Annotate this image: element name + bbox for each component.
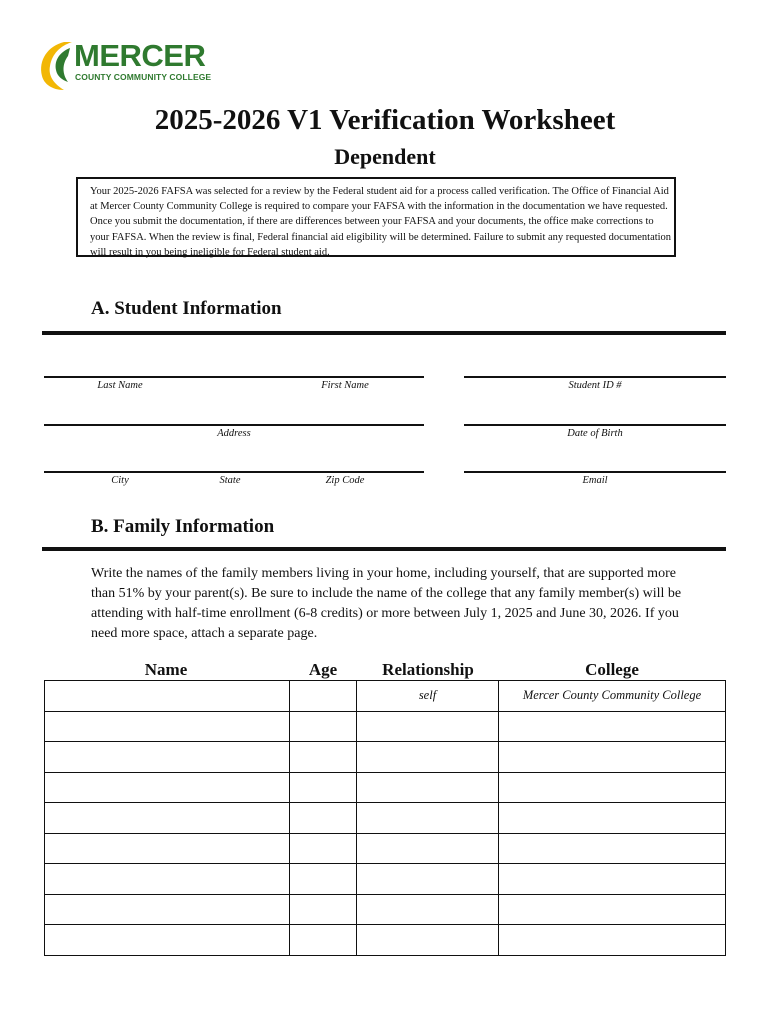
college-cell[interactable]: [499, 864, 726, 895]
mercer-swirl-icon: [34, 38, 78, 94]
page-title: 2025-2026 V1 Verification Worksheet: [154, 104, 616, 136]
column-header-name: Name: [144, 660, 188, 679]
section-a-heading: A. Student Information: [91, 298, 282, 319]
relationship-cell[interactable]: [357, 864, 499, 895]
age-cell[interactable]: [290, 742, 357, 773]
column-header-college: College: [585, 660, 639, 679]
logo-wordmark: MERCER: [74, 38, 206, 73]
age-cell[interactable]: [290, 711, 357, 742]
college-cell[interactable]: [499, 925, 726, 956]
college-cell[interactable]: Mercer County Community College: [499, 681, 726, 712]
age-cell[interactable]: [290, 803, 357, 834]
city-state-zip-line[interactable]: [44, 471, 424, 473]
table-row: [45, 742, 726, 773]
college-cell[interactable]: [499, 742, 726, 773]
table-row: [45, 864, 726, 895]
table-row: [45, 803, 726, 834]
table-row: [45, 711, 726, 742]
name-cell[interactable]: [45, 681, 290, 712]
dob-label: Date of Birth: [567, 428, 623, 439]
table-row: [45, 681, 726, 712]
family-table: [44, 680, 726, 956]
logo-subtitle: COUNTY COMMUNITY COLLEGE: [75, 72, 212, 82]
table-row: [45, 925, 726, 956]
name-line[interactable]: [44, 376, 424, 378]
age-cell[interactable]: [290, 833, 357, 864]
table-row: [45, 833, 726, 864]
name-cell[interactable]: [45, 833, 290, 864]
family-instructions: Write the names of the family members living in your home, including yourself, that are supported more than 51% by your parent(s). Be sure to include the name of the college that any family member(s) will be attending with half-time enrollment (6-8 credits) or more between July 1, 2025 and June 30, 2026. If you need more space, attach a separate page.: [91, 566, 682, 641]
relationship-cell[interactable]: [357, 894, 499, 925]
college-cell[interactable]: [499, 894, 726, 925]
dob-line[interactable]: [464, 424, 726, 426]
address-label: Address: [217, 428, 251, 439]
state-label: State: [219, 475, 241, 486]
student-id-line[interactable]: [464, 376, 726, 378]
age-cell[interactable]: [290, 925, 357, 956]
zip-label: Zip Code: [325, 475, 365, 486]
name-cell[interactable]: [45, 864, 290, 895]
table-row: [45, 772, 726, 803]
section-a-rule: [42, 331, 726, 335]
relationship-cell[interactable]: [357, 742, 499, 773]
name-cell[interactable]: [45, 894, 290, 925]
relationship-cell[interactable]: [357, 925, 499, 956]
college-cell[interactable]: [499, 833, 726, 864]
name-cell[interactable]: [45, 803, 290, 834]
column-header-relationship: Relationship: [382, 660, 474, 679]
city-label: City: [111, 475, 129, 486]
first-name-label: First Name: [321, 380, 369, 391]
section-b-rule: [42, 547, 726, 551]
age-cell[interactable]: [290, 681, 357, 712]
relationship-cell[interactable]: [357, 772, 499, 803]
college-logo: [34, 38, 214, 94]
name-cell[interactable]: [45, 742, 290, 773]
student-id-label: Student ID #: [568, 380, 622, 391]
relationship-cell[interactable]: [357, 711, 499, 742]
relationship-cell[interactable]: self: [357, 681, 499, 712]
name-cell[interactable]: [45, 772, 290, 803]
address-line[interactable]: [44, 424, 424, 426]
college-cell[interactable]: [499, 772, 726, 803]
relationship-cell[interactable]: [357, 833, 499, 864]
age-cell[interactable]: [290, 864, 357, 895]
section-b-heading: B. Family Information: [91, 516, 275, 537]
page-subtitle: Dependent: [334, 144, 436, 169]
table-row: [45, 894, 726, 925]
college-cell[interactable]: [499, 711, 726, 742]
name-cell[interactable]: [45, 711, 290, 742]
age-cell[interactable]: [290, 772, 357, 803]
relationship-cell[interactable]: [357, 803, 499, 834]
email-label: Email: [582, 475, 608, 486]
college-cell[interactable]: [499, 803, 726, 834]
verification-notice: Your 2025-2026 FAFSA was selected for a review by the Federal student aid for a process called verification. The Office of Financial Aid at Mercer County Community College is required to compare your FAFSA with the information in the documentation we have requested. Once you submit the documentation, if there are differences between your FAFSA and your documents, the office make corrections to your FAFSA. When the review is final, Federal financial aid eligibility will be determined. Failure to submit any requested documentation will result in you being ineligible for Federal student aid.: [76, 177, 676, 257]
column-header-age: Age: [308, 660, 338, 679]
name-cell[interactable]: [45, 925, 290, 956]
email-line[interactable]: [464, 471, 726, 473]
age-cell[interactable]: [290, 894, 357, 925]
last-name-label: Last Name: [97, 380, 143, 391]
